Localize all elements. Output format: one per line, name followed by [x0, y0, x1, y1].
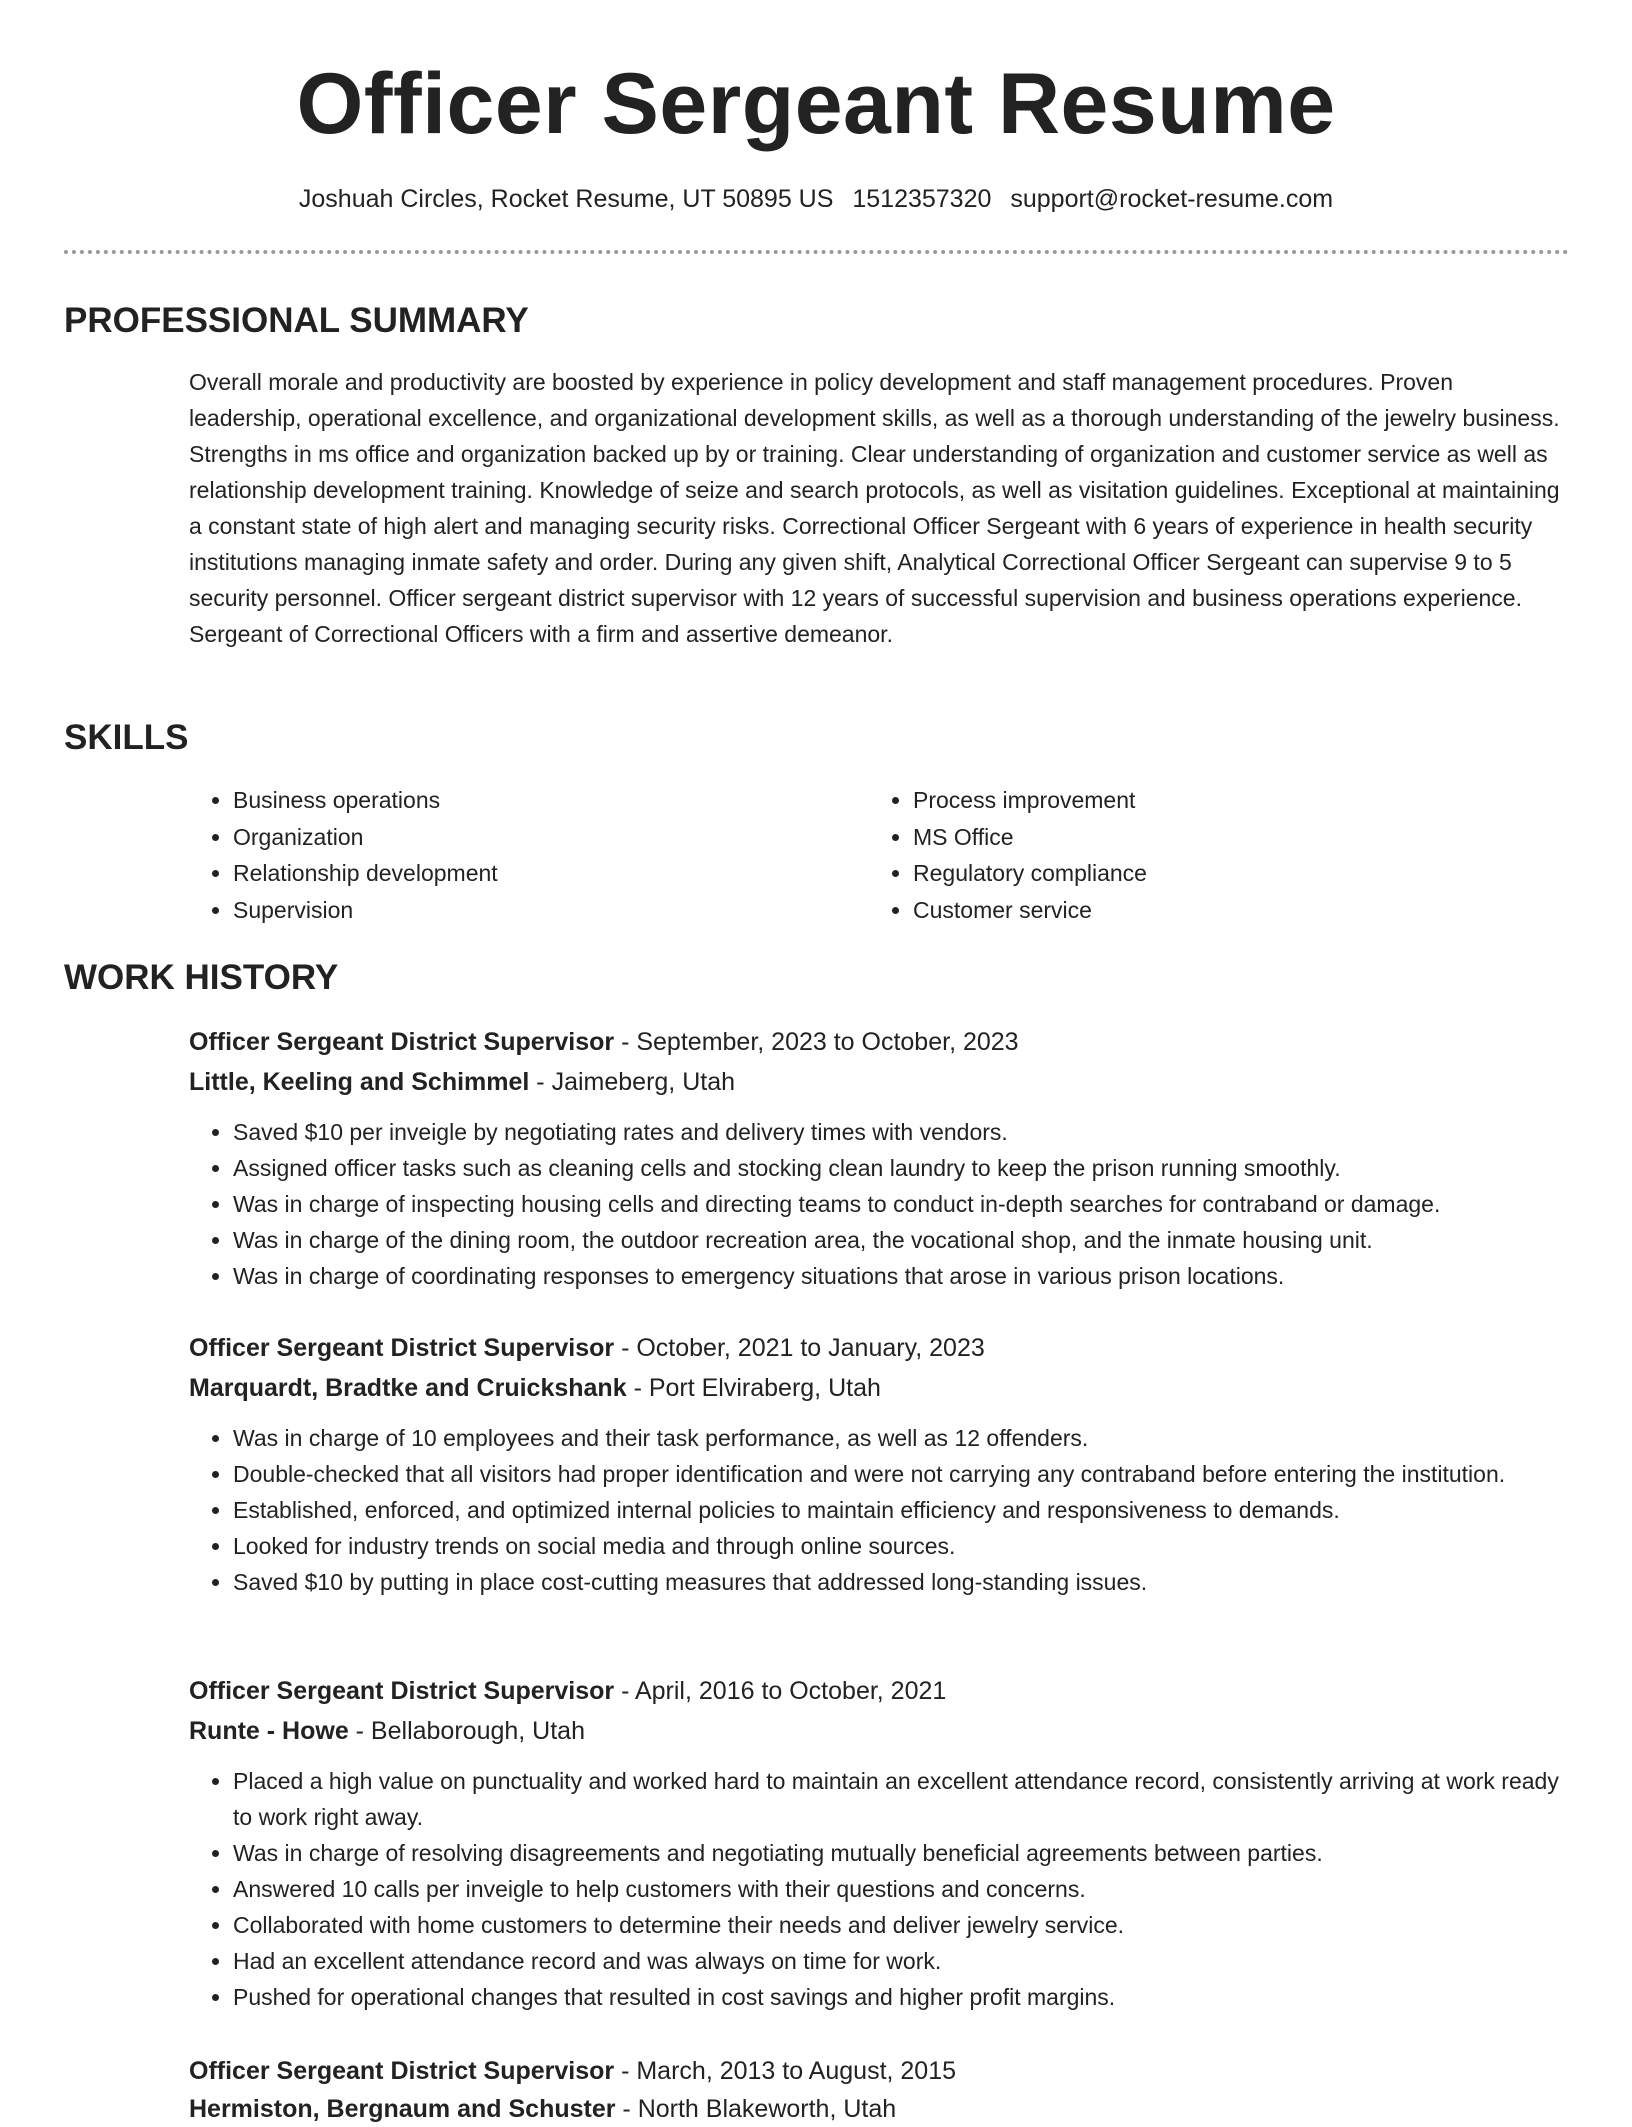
skill-item: • Customer service	[913, 892, 1549, 929]
job-bullets	[189, 1763, 1579, 2015]
job-title: Officer Sergeant District Supervisor	[189, 1028, 615, 1056]
skill-item: • Business operations	[233, 782, 869, 819]
job-title-line	[189, 1024, 1579, 1060]
job-title: Officer Sergeant District Supervisor	[189, 1334, 615, 1362]
job-company-line	[189, 1370, 1579, 1406]
job-bullets	[189, 1114, 1579, 1294]
job-title-line	[189, 1330, 1579, 1366]
contact-line	[0, 181, 1632, 217]
job-bullet: • Saved $10 by putting in place cost-cutting measures that addressed long-standing issues.	[233, 1564, 1579, 1600]
skills-list	[189, 782, 1569, 928]
summary-heading: PROFESSIONAL SUMMARY	[64, 301, 529, 340]
job-location: - Bellaborough, Utah	[348, 1717, 585, 1745]
job-bullet: • Assigned officer tasks such as cleaning cells and stocking clean laundry to keep the prison running smoothly.	[233, 1150, 1579, 1186]
skills-column-right	[869, 782, 1549, 928]
job-bullet: • Pushed for operational changes that resulted in cost savings and higher profit margins.	[233, 1979, 1579, 2015]
job-bullet: • Had an excellent attendance record and was always on time for work.	[233, 1943, 1579, 1979]
job-dates: - September, 2023 to October, 2023	[614, 1028, 1019, 1056]
job-dates: - April, 2016 to October, 2021	[614, 1677, 947, 1705]
job-bullet: • Looked for industry trends on social media and through online sources.	[233, 1528, 1579, 1564]
job-company-line	[189, 2091, 1579, 2127]
job-company-line	[189, 1064, 1579, 1100]
job-dates: - October, 2021 to January, 2023	[614, 1334, 985, 1362]
job-dates: - March, 2013 to August, 2015	[614, 2057, 957, 2085]
job-company: Little, Keeling and Schimmel	[189, 1068, 530, 1096]
skill-item: • Relationship development	[233, 855, 869, 892]
job-location: - North Blakeworth, Utah	[615, 2095, 897, 2123]
job-company: Runte - Howe	[189, 1717, 349, 1745]
job-bullet: • Was in charge of inspecting housing cells and directing teams to conduct in-depth searches for contraband or damage.	[233, 1186, 1579, 1222]
job-entry	[189, 2053, 1579, 2127]
header-divider	[64, 250, 1569, 254]
summary-text: Overall morale and productivity are boosted by experience in policy development and staff management procedures. Proven leadership, operational excellence, and organizational development skills, as well as a thorough understanding of the jewelry business. Strengths in ms office and organization backed up by or training. Clear understanding of organization and customer service as well as relationship development training. Knowledge of seize and search protocols, as well as visitation guidelines. Exceptional at maintaining a constant state of high alert and managing security risks. Correctional Officer Sergeant with 6 years of experience in health security institutions managing inmate safety and order. During any given shift, Analytical Correctional Officer Sergeant can supervise 9 to 5 security personnel. Officer sergeant district supervisor with 12 years of successful supervision and business operations experience. Sergeant of Correctional Officers with a firm and assertive demeanor.	[189, 369, 1560, 647]
skill-item: • Supervision	[233, 892, 869, 929]
job-bullet: • Collaborated with home customers to determine their needs and deliver jewelry service.	[233, 1907, 1579, 1943]
skills-heading: SKILLS	[64, 718, 189, 757]
contact-phone: 1512357320	[852, 185, 992, 213]
job-bullet: • Placed a high value on punctuality and worked hard to maintain an excellent attendance record, consistently arriving at work ready to work right away.	[233, 1763, 1579, 1835]
job-title: Officer Sergeant District Supervisor	[189, 1677, 615, 1705]
skill-item: • Process improvement	[913, 782, 1549, 819]
job-title: Officer Sergeant District Supervisor	[189, 2057, 615, 2085]
job-bullet: • Double-checked that all visitors had proper identification and were not carrying any contraband before entering the institution.	[233, 1456, 1579, 1492]
job-bullet: • Was in charge of 10 employees and their task performance, as well as 12 offenders.	[233, 1420, 1579, 1456]
job-location: - Jaimeberg, Utah	[529, 1068, 735, 1096]
job-bullet: • Saved $10 per inveigle by negotiating rates and delivery times with vendors.	[233, 1114, 1579, 1150]
skill-item: • Regulatory compliance	[913, 855, 1549, 892]
skill-item: • Organization	[233, 819, 869, 856]
job-company-line	[189, 1713, 1579, 1749]
job-bullet: • Was in charge of resolving disagreements and negotiating mutually beneficial agreements between parties.	[233, 1835, 1579, 1871]
job-bullet: • Answered 10 calls per inveigle to help customers with their questions and concerns.	[233, 1871, 1579, 1907]
work-history-heading: WORK HISTORY	[64, 958, 339, 997]
job-company: Hermiston, Bergnaum and Schuster	[189, 2095, 616, 2123]
job-bullets	[189, 1420, 1579, 1600]
job-title-line	[189, 1673, 1579, 1709]
job-title-line	[189, 2053, 1579, 2089]
job-entry	[189, 1330, 1579, 1600]
job-location: - Port Elviraberg, Utah	[626, 1374, 881, 1402]
job-bullet: • Was in charge of the dining room, the outdoor recreation area, the vocational shop, and the inmate housing unit.	[233, 1222, 1579, 1258]
job-company: Marquardt, Bradtke and Cruickshank	[189, 1374, 627, 1402]
contact-email: support@rocket-resume.com	[1010, 185, 1334, 213]
job-bullet: • Was in charge of coordinating responses to emergency situations that arose in various prison locations.	[233, 1258, 1579, 1294]
contact-address: Joshuah Circles, Rocket Resume, UT 50895 US	[298, 185, 834, 213]
job-bullet: • Established, enforced, and optimized internal policies to maintain efficiency and responsiveness to demands.	[233, 1492, 1579, 1528]
job-entry	[189, 1024, 1579, 1294]
resume-title: Officer Sergeant Resume	[296, 56, 1336, 152]
skill-item: • MS Office	[913, 819, 1549, 856]
skills-column-left	[189, 782, 869, 928]
job-entry	[189, 1673, 1579, 2015]
